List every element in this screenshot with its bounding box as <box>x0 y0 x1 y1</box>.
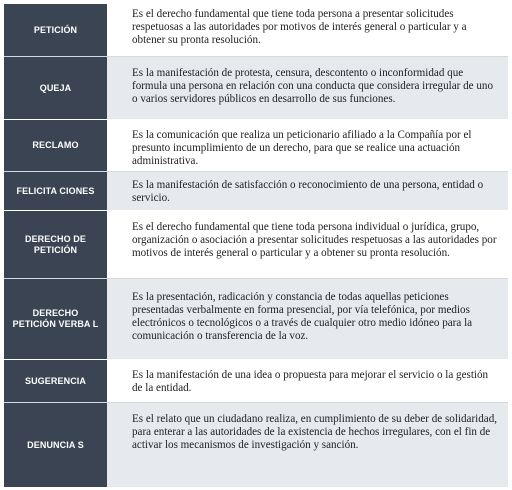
definition-cell: Es la manifestación de protesta, censura, descontento o inconformidad que formula una persona en relación con una conducta que considera irregular de uno o varios servidores públicos en desarrollo de sus funciones. <box>107 57 508 119</box>
table-row <box>4 360 508 403</box>
definition-cell: Es el derecho fundamental que tiene toda persona individual o jurídica, grupo, organización o asociación a presentar solicitudes respetuosas a las autoridades por motivos de interés general o particular y a obtener su pronta resolución. <box>107 211 508 278</box>
table-row <box>4 172 508 211</box>
term-cell: RECLAMO <box>4 120 107 171</box>
definition-cell: Es la comunicación que realiza un peticionario afiliado a la Compañía por el presunto incumplimiento de un derecho, para que se realice una actuación administrativa. <box>107 120 508 171</box>
table-row <box>4 279 508 360</box>
table-row <box>4 120 508 172</box>
term-cell: FELICITA CIONES <box>4 172 107 210</box>
definition-cell: Es el relato que un ciudadano realiza, en cumplimiento de su deber de solidaridad, para enterar a las autoridades de la existencia de hechos irregulares, con el fin de activar los mecanismos de investigación y sanción. <box>107 403 508 487</box>
term-cell: DERECHO DE PETICIÓN <box>4 211 107 278</box>
definition-cell: Es la manifestación de satisfacción o reconocimiento de una persona, entidad o servicio. <box>107 172 508 210</box>
definitions-table <box>4 4 508 488</box>
definition-cell: Es la presentación, radicación y constancia de todas aquellas peticiones presentadas verbalmente en forma presencial, por vía telefónica, por medios electrónicos o tecnológicos o a través de cualquier otro medio idóneo para la comunicación o transferencia de la voz. <box>107 279 508 359</box>
table-row <box>4 211 508 279</box>
table-row <box>4 57 508 120</box>
term-cell: DENUNCIA S <box>4 403 107 487</box>
term-cell: PETICIÓN <box>4 4 107 56</box>
definition-cell: Es el derecho fundamental que tiene toda persona a presentar solicitudes respetuosas a las autoridades por motivos de interés general o particular y a obtener su pronta resolución. <box>107 4 508 56</box>
term-cell: SUGERENCIA <box>4 360 107 402</box>
term-cell: DERECHO PETICIÓN VERBA L <box>4 279 107 359</box>
definition-cell: Es la manifestación de una idea o propuesta para mejorar el servicio o la gestión de la entidad. <box>107 360 508 402</box>
table-row <box>4 4 508 57</box>
table-row <box>4 403 508 488</box>
term-cell: QUEJA <box>4 57 107 119</box>
